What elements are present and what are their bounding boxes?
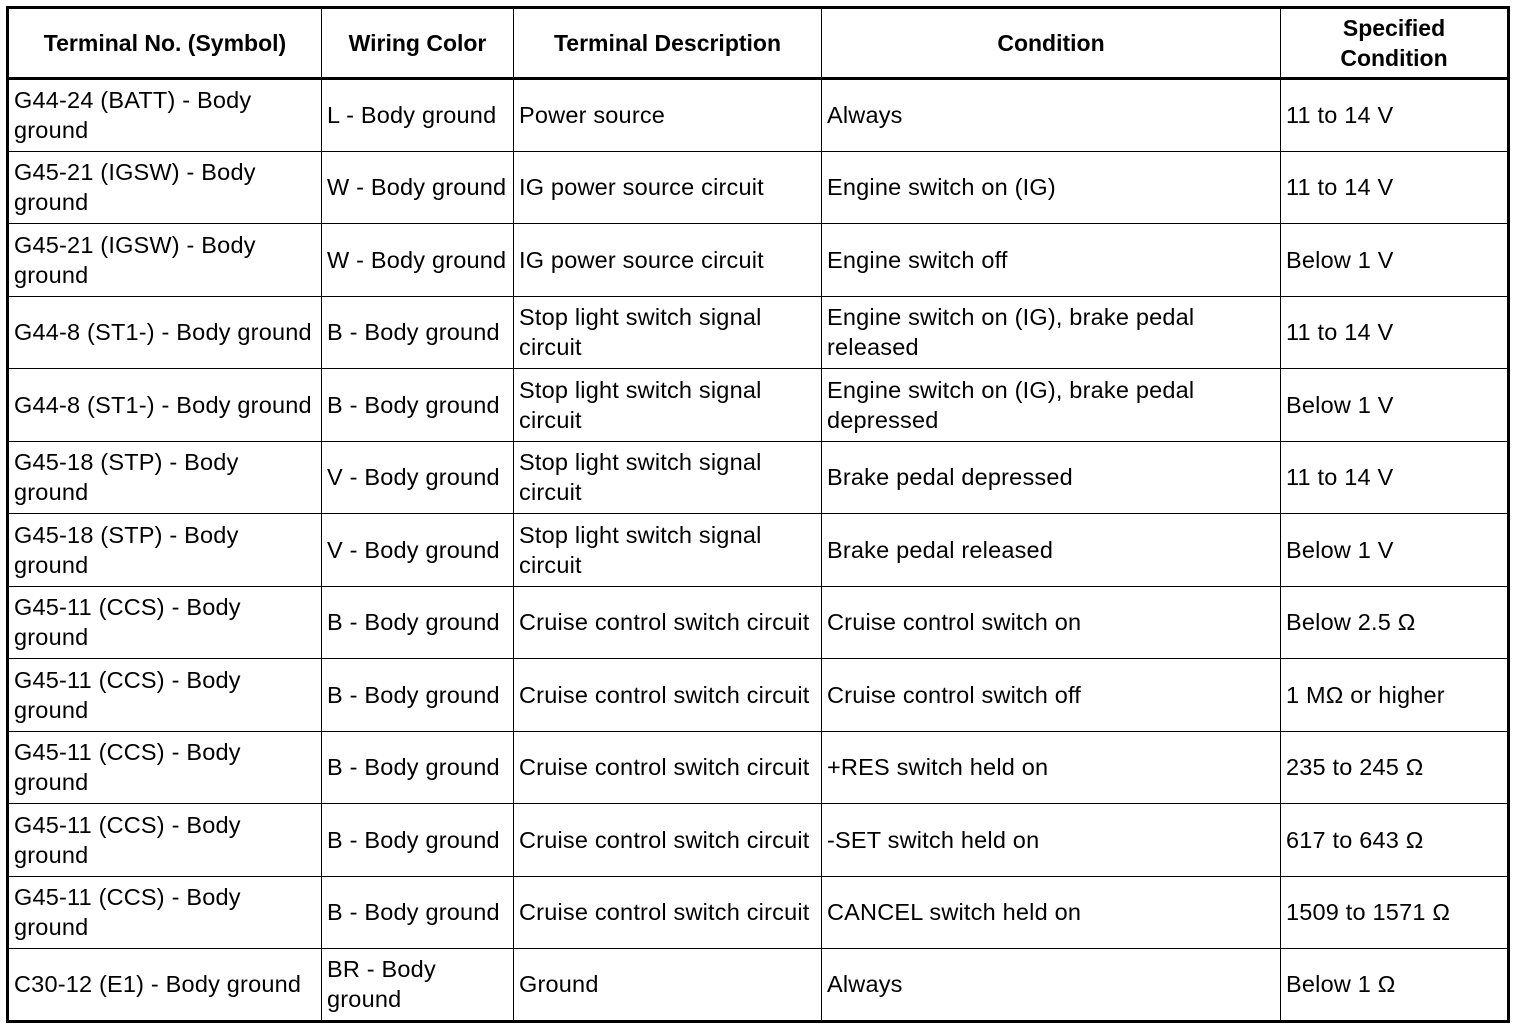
header-terminal-description: Terminal Description: [514, 8, 822, 79]
cell-condition: Engine switch on (IG): [822, 151, 1281, 224]
cell-terminal: G45-11 (CCS) - Body ground: [8, 731, 322, 804]
header-condition: Condition: [822, 8, 1281, 79]
cell-description: Cruise control switch circuit: [514, 876, 822, 949]
header-specified-condition: Specified Condition: [1281, 8, 1509, 79]
cell-terminal: G45-11 (CCS) - Body ground: [8, 586, 322, 659]
cell-terminal: G45-18 (STP) - Body ground: [8, 514, 322, 587]
cell-description: Cruise control switch circuit: [514, 804, 822, 877]
cell-description: Stop light switch signal circuit: [514, 296, 822, 369]
cell-wiring-color: B - Body ground: [322, 731, 514, 804]
cell-condition: Cruise control switch on: [822, 586, 1281, 659]
cell-wiring-color: L - Body ground: [322, 79, 514, 152]
cell-wiring-color: V - Body ground: [322, 514, 514, 587]
table-row: [8, 369, 1509, 442]
header-wiring-color: Wiring Color: [322, 8, 514, 79]
cell-condition: Engine switch off: [822, 224, 1281, 297]
cell-description: Cruise control switch circuit: [514, 659, 822, 732]
cell-description: Stop light switch signal circuit: [514, 514, 822, 587]
table-row: [8, 224, 1509, 297]
table-body: [8, 79, 1509, 1022]
table-row: [8, 731, 1509, 804]
cell-description: Stop light switch signal circuit: [514, 441, 822, 514]
cell-specified: 235 to 245 Ω: [1281, 731, 1509, 804]
cell-specified: Below 1 V: [1281, 514, 1509, 587]
cell-condition: Engine switch on (IG), brake pedal depressed: [822, 369, 1281, 442]
terminal-spec-table: [6, 6, 1510, 1023]
cell-terminal: G45-11 (CCS) - Body ground: [8, 659, 322, 732]
cell-specified: 11 to 14 V: [1281, 441, 1509, 514]
cell-wiring-color: BR - Body ground: [322, 949, 514, 1022]
cell-specified: Below 1 V: [1281, 224, 1509, 297]
cell-condition: -SET switch held on: [822, 804, 1281, 877]
cell-specified: 11 to 14 V: [1281, 79, 1509, 152]
table-header: [8, 8, 1509, 79]
cell-specified: 1 MΩ or higher: [1281, 659, 1509, 732]
table-row: [8, 441, 1509, 514]
table-row: [8, 296, 1509, 369]
cell-terminal: G45-11 (CCS) - Body ground: [8, 804, 322, 877]
cell-terminal: G44-8 (ST1-) - Body ground: [8, 296, 322, 369]
cell-terminal: G45-21 (IGSW) - Body ground: [8, 151, 322, 224]
cell-terminal: G45-21 (IGSW) - Body ground: [8, 224, 322, 297]
table-row: [8, 586, 1509, 659]
cell-condition: Always: [822, 79, 1281, 152]
cell-terminal: G44-24 (BATT) - Body ground: [8, 79, 322, 152]
table-row: [8, 79, 1509, 152]
header-row: [8, 8, 1509, 79]
cell-terminal: G45-18 (STP) - Body ground: [8, 441, 322, 514]
cell-wiring-color: B - Body ground: [322, 586, 514, 659]
table-row: [8, 151, 1509, 224]
table-row: [8, 876, 1509, 949]
cell-specified: 11 to 14 V: [1281, 151, 1509, 224]
table-row: [8, 514, 1509, 587]
cell-specified: 617 to 643 Ω: [1281, 804, 1509, 877]
cell-wiring-color: W - Body ground: [322, 224, 514, 297]
cell-wiring-color: B - Body ground: [322, 369, 514, 442]
cell-terminal: C30-12 (E1) - Body ground: [8, 949, 322, 1022]
cell-specified: 1509 to 1571 Ω: [1281, 876, 1509, 949]
cell-condition: Brake pedal depressed: [822, 441, 1281, 514]
table-row: [8, 949, 1509, 1022]
cell-wiring-color: V - Body ground: [322, 441, 514, 514]
cell-condition: Brake pedal released: [822, 514, 1281, 587]
cell-description: IG power source circuit: [514, 224, 822, 297]
cell-condition: CANCEL switch held on: [822, 876, 1281, 949]
cell-condition: +RES switch held on: [822, 731, 1281, 804]
cell-specified: Below 1 V: [1281, 369, 1509, 442]
cell-wiring-color: B - Body ground: [322, 876, 514, 949]
cell-condition: Cruise control switch off: [822, 659, 1281, 732]
cell-condition: Always: [822, 949, 1281, 1022]
table-row: [8, 659, 1509, 732]
cell-description: IG power source circuit: [514, 151, 822, 224]
header-terminal-no: Terminal No. (Symbol): [8, 8, 322, 79]
cell-wiring-color: B - Body ground: [322, 296, 514, 369]
cell-specified: 11 to 14 V: [1281, 296, 1509, 369]
cell-description: Power source: [514, 79, 822, 152]
cell-wiring-color: W - Body ground: [322, 151, 514, 224]
cell-specified: Below 1 Ω: [1281, 949, 1509, 1022]
cell-description: Stop light switch signal circuit: [514, 369, 822, 442]
cell-terminal: G44-8 (ST1-) - Body ground: [8, 369, 322, 442]
cell-wiring-color: B - Body ground: [322, 804, 514, 877]
cell-condition: Engine switch on (IG), brake pedal released: [822, 296, 1281, 369]
cell-description: Ground: [514, 949, 822, 1022]
cell-description: Cruise control switch circuit: [514, 586, 822, 659]
cell-specified: Below 2.5 Ω: [1281, 586, 1509, 659]
cell-description: Cruise control switch circuit: [514, 731, 822, 804]
table-row: [8, 804, 1509, 877]
cell-terminal: G45-11 (CCS) - Body ground: [8, 876, 322, 949]
cell-wiring-color: B - Body ground: [322, 659, 514, 732]
